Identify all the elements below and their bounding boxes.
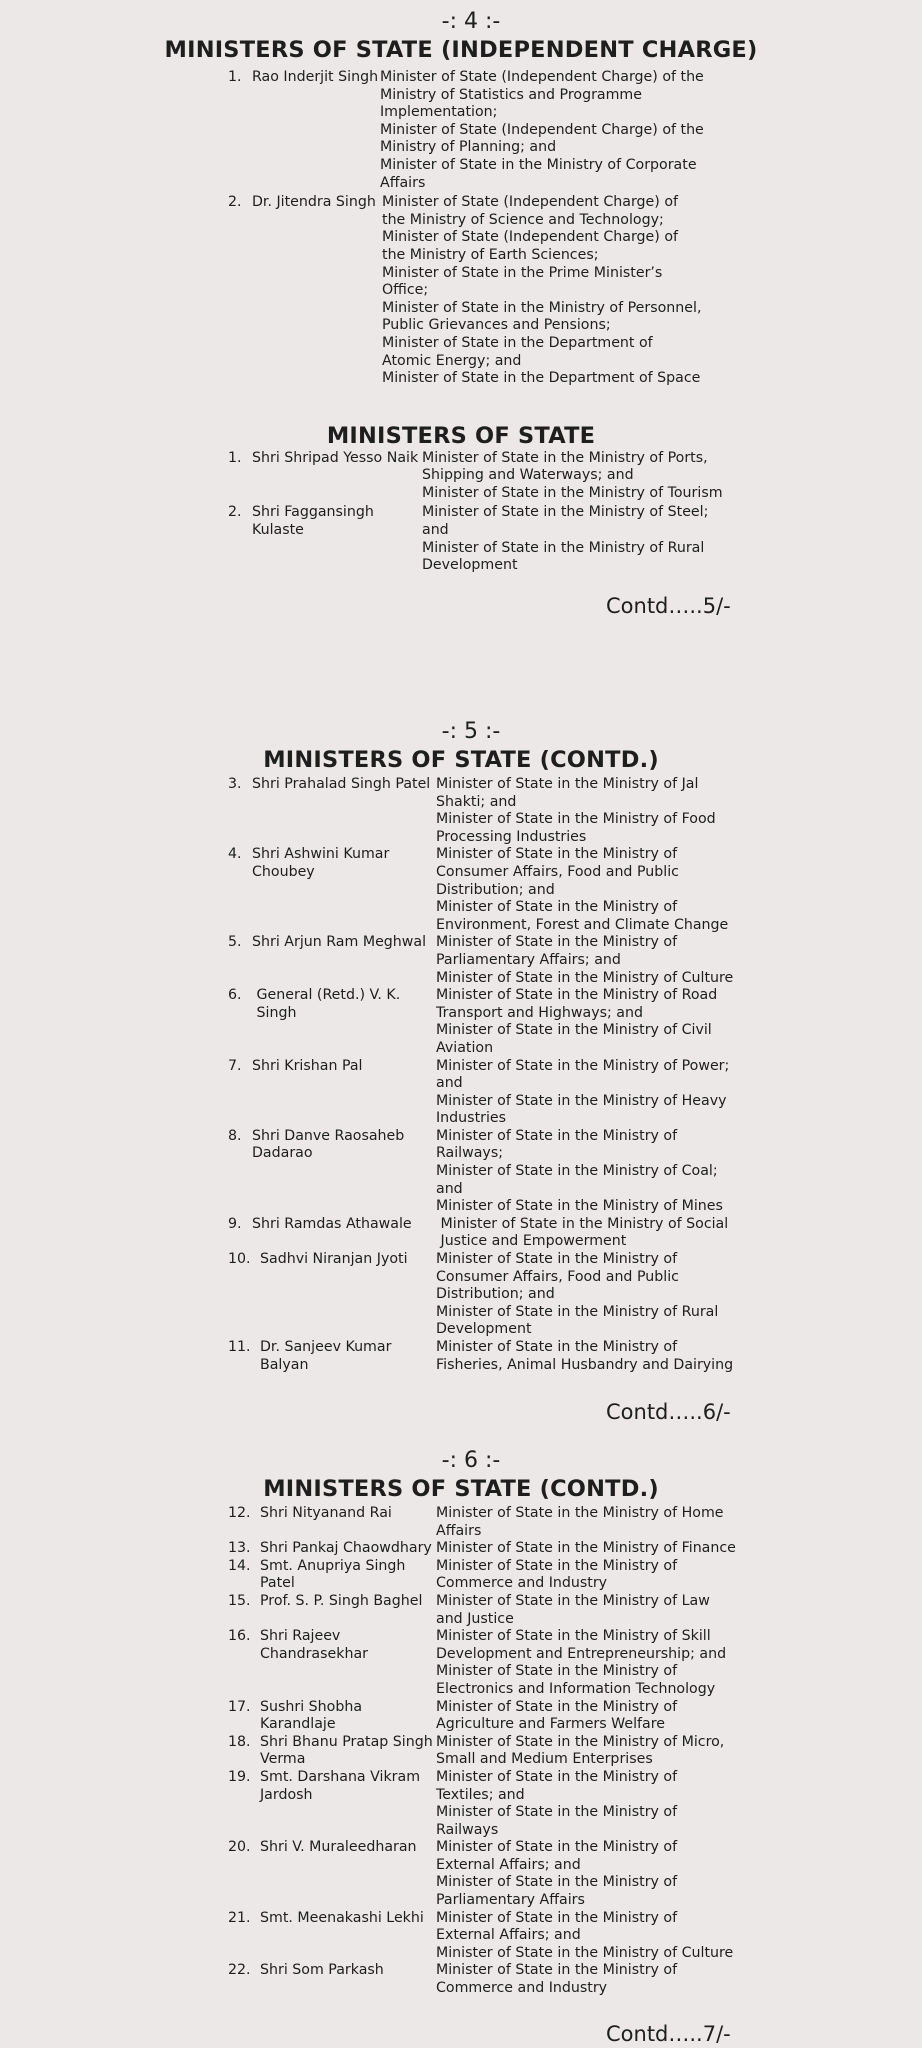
minister-name-line: Sushri Shobha [260, 1698, 363, 1715]
minister-name-line: Kulaste [252, 522, 304, 539]
portfolio-line: Minister of State in the Ministry of Heavy [436, 1092, 727, 1109]
portfolio [422, 450, 723, 503]
entry-number: 15. [228, 1592, 251, 1609]
portfolio-line: Minister of State (Independent Charge) of [382, 229, 678, 246]
portfolio-line: Development [436, 1321, 532, 1338]
minister-name [260, 1505, 436, 1540]
portfolio-line: Agriculture and Farmers Welfare [436, 1716, 665, 1733]
portfolio-line: Affairs [436, 1522, 482, 1539]
portfolio-line: Minister of State in the Ministry of Finance [436, 1540, 736, 1557]
portfolio [436, 1734, 724, 1769]
portfolio-line: Affairs [380, 174, 426, 191]
minister-name-line: Smt. Meenakashi Lekhi [260, 1909, 424, 1926]
entry-number: 3. [228, 776, 242, 792]
portfolio [436, 1251, 718, 1339]
minister-name-line: Shri Shripad Yesso Naik [252, 449, 419, 466]
portfolio-line: Minister of State in the Ministry of [436, 1663, 678, 1680]
portfolio [436, 776, 716, 846]
portfolio-line: External Affairs; and [436, 1927, 581, 1944]
portfolio [436, 1058, 729, 1128]
portfolio-line: Railways [436, 1821, 499, 1838]
portfolio-line: Consumer Affairs, Food and Public [436, 863, 679, 880]
minister-name-line: Shri Arjun Ram Meghwal [252, 934, 427, 951]
entry-number: 10. [228, 1251, 251, 1268]
portfolio-line: Office; [382, 282, 429, 299]
section-heading: MINISTERS OF STATE (INDEPENDENT CHARGE) [164, 37, 758, 63]
portfolio-line: Minister of State (Independent Charge) of the [380, 121, 704, 138]
section-heading: MINISTERS OF STATE [326, 422, 596, 449]
portfolio-line: Shipping and Waterways; and [422, 467, 634, 484]
minister-list [228, 776, 922, 1374]
minister-list [228, 69, 922, 388]
minister-name [252, 194, 382, 388]
entry-number: 4. [228, 846, 242, 863]
portfolio [436, 846, 728, 934]
minister-name [260, 1769, 436, 1839]
minister-entry [228, 1251, 922, 1339]
minister-name-line: General (Retd.) V. K. [252, 987, 401, 1004]
minister-entry [228, 1058, 922, 1128]
portfolio-line: Parliamentary Affairs; and [436, 951, 621, 968]
minister-list [228, 1505, 922, 1998]
portfolio [436, 1910, 733, 1963]
portfolio-line: Minister of State in the Ministry of Corporate [380, 156, 697, 173]
entry-number: 20. [228, 1839, 251, 1856]
page-6 [0, 1449, 922, 1998]
continuation-note: Contd…..7/- [606, 2022, 731, 2046]
entry-number: 13. [228, 1540, 251, 1557]
minister-name [252, 69, 380, 192]
portfolio-line: Shakti; and [436, 793, 517, 810]
portfolio-line: Industries [436, 1110, 507, 1127]
portfolio-line: Consumer Affairs, Food and Public [436, 1268, 679, 1285]
continuation-note: Contd…..5/- [606, 594, 731, 618]
portfolio-line: Minister of State in the Ministry of Social [436, 1215, 729, 1232]
minister-name-line: Sadhvi Niranjan Jyoti [260, 1251, 408, 1268]
minister-name-line: Rao Inderjit Singh [252, 69, 379, 85]
minister-entry [228, 1558, 922, 1593]
portfolio-line: Atomic Energy; and [382, 352, 522, 369]
portfolio-line: Minister of State in the Ministry of [436, 1874, 678, 1891]
minister-name [260, 1734, 436, 1769]
portfolio [436, 1769, 677, 1839]
portfolio-line: Textiles; and [436, 1786, 525, 1803]
portfolio-line: Minister of State in the Ministry of Road [436, 987, 718, 1004]
minister-name [252, 450, 422, 503]
entry-number: 5. [228, 934, 242, 951]
minister-name-line: Chandrasekhar [260, 1645, 368, 1662]
minister-name-line: Smt. Anupriya Singh [260, 1557, 406, 1574]
minister-entry [228, 1699, 922, 1734]
section-heading: MINISTERS OF STATE (CONTD.) [263, 1476, 659, 1502]
minister-entry [228, 194, 922, 388]
portfolio-line: Implementation; [380, 104, 498, 121]
minister-name [260, 1540, 436, 1558]
entry-number: 14. [228, 1557, 251, 1574]
portfolio-line: Public Grievances and Pensions; [382, 317, 611, 334]
minister-name-line: Karandlaje [260, 1716, 336, 1733]
minister-name-line: Shri Danve Raosaheb [252, 1127, 405, 1144]
minister-name [252, 1058, 436, 1128]
portfolio-line: Minister of State in the Ministry of [436, 846, 678, 863]
portfolio-line: Distribution; and [436, 1286, 555, 1303]
minister-name-line: Smt. Darshana Vikram [260, 1768, 421, 1785]
minister-entry [228, 934, 922, 987]
minister-entry [228, 504, 922, 574]
entry-number: 6. [228, 987, 242, 1004]
portfolio [436, 987, 717, 1057]
portfolio-line: Minister of State in the Ministry of Civil [436, 1022, 712, 1039]
minister-entry [228, 1505, 922, 1540]
portfolio-line: Minister of State in the Ministry of Culture [436, 969, 734, 986]
minister-name-line: Shri Bhanu Pratap Singh [260, 1733, 433, 1750]
minister-name [252, 1128, 436, 1216]
minister-entry [228, 1839, 922, 1909]
entry-number: 7. [228, 1057, 242, 1074]
portfolio-line: Minister of State in the Ministry of Tourism [422, 484, 723, 501]
portfolio [436, 1839, 677, 1909]
minister-name-line: Dr. Jitendra Singh [252, 194, 376, 211]
portfolio-line: Minister of State (Independent Charge) of the [380, 69, 704, 85]
portfolio-line: Minister of State in the Ministry of [436, 1962, 678, 1979]
portfolio [382, 194, 701, 388]
portfolio-line: Railways; [436, 1145, 503, 1162]
minister-entry [228, 1339, 922, 1374]
portfolio-line: Distribution; and [436, 881, 555, 898]
minister-name-line: Prof. S. P. Singh Baghel [260, 1592, 423, 1609]
section-heading: MINISTERS OF STATE (CONTD.) [263, 747, 659, 773]
portfolio [436, 1558, 677, 1593]
portfolio-line: and [436, 1180, 463, 1197]
minister-name [260, 1558, 436, 1593]
minister-name-line: Shri Krishan Pal [252, 1057, 363, 1074]
portfolio-line: Minister of State (Independent Charge) of [382, 194, 678, 211]
page-4 [0, 10, 922, 575]
portfolio [380, 69, 704, 192]
portfolio-line: Minister of State in the Ministry of Rural [422, 539, 705, 556]
minister-entry [228, 1769, 922, 1839]
entry-number: 2. [228, 504, 242, 521]
portfolio-line: Electronics and Information Technology [436, 1680, 716, 1697]
entry-number: 12. [228, 1505, 251, 1521]
minister-entry [228, 1962, 922, 1997]
minister-list [228, 450, 922, 575]
portfolio-line: Transport and Highways; and [436, 1004, 643, 1021]
portfolio [436, 1505, 724, 1540]
portfolio-line: Parliamentary Affairs [436, 1892, 585, 1909]
page-5 [0, 720, 922, 1374]
minister-entry [228, 1734, 922, 1769]
portfolio-line: Processing Industries [436, 828, 587, 845]
minister-name [252, 846, 436, 934]
portfolio-line: Minister of State in the Ministry of [436, 1127, 678, 1144]
minister-entry [228, 450, 922, 503]
portfolio-line: Minister of State in the Ministry of Culture [436, 1944, 734, 1961]
portfolio [436, 1216, 728, 1251]
portfolio-line: and Justice [436, 1610, 514, 1627]
entry-number: 1. [228, 449, 242, 466]
portfolio-line: and [422, 522, 449, 539]
portfolio-line: Minister of State in the Ministry of Coal; [436, 1163, 718, 1180]
portfolio-line: Minister of State in the Ministry of [436, 1557, 678, 1574]
minister-name [260, 1593, 436, 1628]
page-number: -: 5 :- [441, 719, 501, 744]
portfolio-line: Minister of State in the Ministry of [436, 1698, 678, 1715]
portfolio-line: Commerce and Industry [436, 1980, 608, 1997]
minister-entry [228, 987, 922, 1057]
minister-name [260, 1628, 436, 1698]
portfolio [436, 1540, 736, 1558]
portfolio-line: Minister of State in the Ministry of [436, 1339, 678, 1355]
portfolio-line: Minister of State in the Ministry of Rural [436, 1303, 719, 1320]
portfolio-line: Fisheries, Animal Husbandry and Dairying [436, 1356, 734, 1373]
minister-entry [228, 1628, 922, 1698]
minister-name [252, 987, 436, 1057]
portfolio-line: Minister of State in the Ministry of [436, 1909, 678, 1926]
portfolio-line: Aviation [436, 1039, 494, 1056]
minister-name-line: Shri Pankaj Chaowdhary [260, 1540, 432, 1557]
minister-name-line: Shri Faggansingh [252, 504, 374, 521]
minister-entry [228, 1593, 922, 1628]
portfolio-line: and [436, 1075, 463, 1092]
portfolio-line: Small and Medium Enterprises [436, 1751, 653, 1768]
portfolio-line: Minister of State in the Ministry of Food [436, 811, 716, 828]
portfolio-line: Minister of State in the Ministry of [436, 1768, 678, 1785]
page-number: -: 4 :- [441, 9, 501, 34]
portfolio-line: Minister of State in the Department of Space [382, 370, 701, 387]
page-number: -: 6 :- [441, 1448, 501, 1473]
minister-entry [228, 1128, 922, 1216]
portfolio-line: Minister of State in the Ministry of [436, 1839, 678, 1856]
minister-name [252, 504, 422, 574]
minister-name-line: Shri Ashwini Kumar [252, 846, 390, 863]
minister-name [260, 1962, 436, 1997]
minister-name [252, 1216, 436, 1251]
minister-entry [228, 776, 922, 846]
minister-name-line: Patel [260, 1575, 295, 1592]
portfolio-line: Minister of State in the Department of [382, 334, 653, 351]
portfolio-line: Minister of State in the Ministry of Mines [436, 1198, 723, 1215]
portfolio-line: Ministry of Planning; and [380, 139, 557, 156]
portfolio-line: Minister of State in the Ministry of Personnel, [382, 299, 702, 316]
entry-number: 21. [228, 1909, 251, 1926]
entry-number: 17. [228, 1698, 251, 1715]
portfolio-line: Minister of State in the Ministry of [436, 899, 678, 916]
portfolio-line: Justice and Empowerment [436, 1233, 627, 1250]
entry-number: 11. [228, 1339, 251, 1355]
minister-name-line: Shri Nityanand Rai [260, 1505, 392, 1521]
portfolio-line: Minister of State in the Prime Minister’s [382, 264, 663, 281]
portfolio-line: Minister of State in the Ministry of Law [436, 1592, 710, 1609]
portfolio-line: Minister of State in the Ministry of [436, 934, 678, 951]
portfolio-line: Minister of State in the Ministry of Micro, [436, 1733, 725, 1750]
minister-name-line: Shri V. Muraleedharan [260, 1839, 417, 1856]
entry-number: 2. [228, 194, 242, 211]
minister-name-line: Shri Prahalad Singh Patel [252, 776, 431, 792]
minister-name-line: Shri Ramdas Athawale [252, 1215, 412, 1232]
minister-entry [228, 69, 922, 192]
portfolio-line: Minister of State in the Ministry of Skill [436, 1628, 711, 1645]
portfolio-line: Minister of State in the Ministry of [436, 1251, 678, 1268]
portfolio-line: Environment, Forest and Climate Change [436, 916, 729, 933]
entry-number: 9. [228, 1215, 242, 1232]
minister-name-line: Shri Rajeev [260, 1628, 341, 1645]
entry-number: 8. [228, 1127, 242, 1144]
portfolio-line: External Affairs; and [436, 1856, 581, 1873]
minister-name-line: Verma [260, 1751, 306, 1768]
entry-number: 22. [228, 1962, 251, 1979]
minister-name-line: Balyan [260, 1356, 309, 1373]
portfolio-line: the Ministry of Science and Technology; [382, 211, 664, 228]
minister-name [252, 776, 436, 846]
portfolio-line: the Ministry of Earth Sciences; [382, 246, 599, 263]
minister-name [252, 934, 436, 987]
entry-number: 18. [228, 1733, 251, 1750]
minister-name-line: Choubey [252, 863, 315, 880]
minister-name-line: Shri Som Parkash [260, 1962, 384, 1979]
entry-number: 1. [228, 69, 242, 85]
continuation-note: Contd…..6/- [606, 1400, 731, 1424]
minister-entry [228, 1910, 922, 1963]
minister-name-line: Dr. Sanjeev Kumar [260, 1339, 392, 1355]
minister-name-line: Dadarao [252, 1145, 313, 1162]
entry-number: 19. [228, 1768, 251, 1785]
portfolio-line: Minister of State in the Ministry of Home [436, 1505, 724, 1521]
minister-name [260, 1910, 436, 1963]
portfolio-line: Minister of State in the Ministry of Ports, [422, 449, 708, 466]
minister-name [260, 1699, 436, 1734]
portfolio-line: Ministry of Statistics and Programme [380, 86, 642, 103]
portfolio [436, 1628, 726, 1698]
minister-name-line: Jardosh [260, 1786, 313, 1803]
minister-name [260, 1251, 436, 1339]
portfolio-line: Development [422, 557, 518, 574]
entry-number: 16. [228, 1628, 251, 1645]
portfolio [436, 1593, 710, 1628]
portfolio [422, 504, 708, 574]
portfolio-line: Minister of State in the Ministry of [436, 1804, 678, 1821]
minister-name [260, 1339, 436, 1374]
minister-entry [228, 1216, 922, 1251]
portfolio [436, 1128, 723, 1216]
minister-entry [228, 1540, 922, 1558]
portfolio-line: Minister of State in the Ministry of Power; [436, 1057, 730, 1074]
portfolio [436, 1339, 733, 1374]
minister-name [260, 1839, 436, 1909]
minister-entry [228, 846, 922, 934]
portfolio [436, 1699, 677, 1734]
minister-name-line: Singh [252, 1004, 297, 1021]
portfolio-line: Commerce and Industry [436, 1575, 608, 1592]
portfolio [436, 1962, 677, 1997]
portfolio [436, 934, 733, 987]
portfolio-line: Minister of State in the Ministry of Jal [436, 776, 699, 792]
portfolio-line: Minister of State in the Ministry of Steel; [422, 504, 709, 521]
portfolio-line: Development and Entrepreneurship; and [436, 1645, 727, 1662]
